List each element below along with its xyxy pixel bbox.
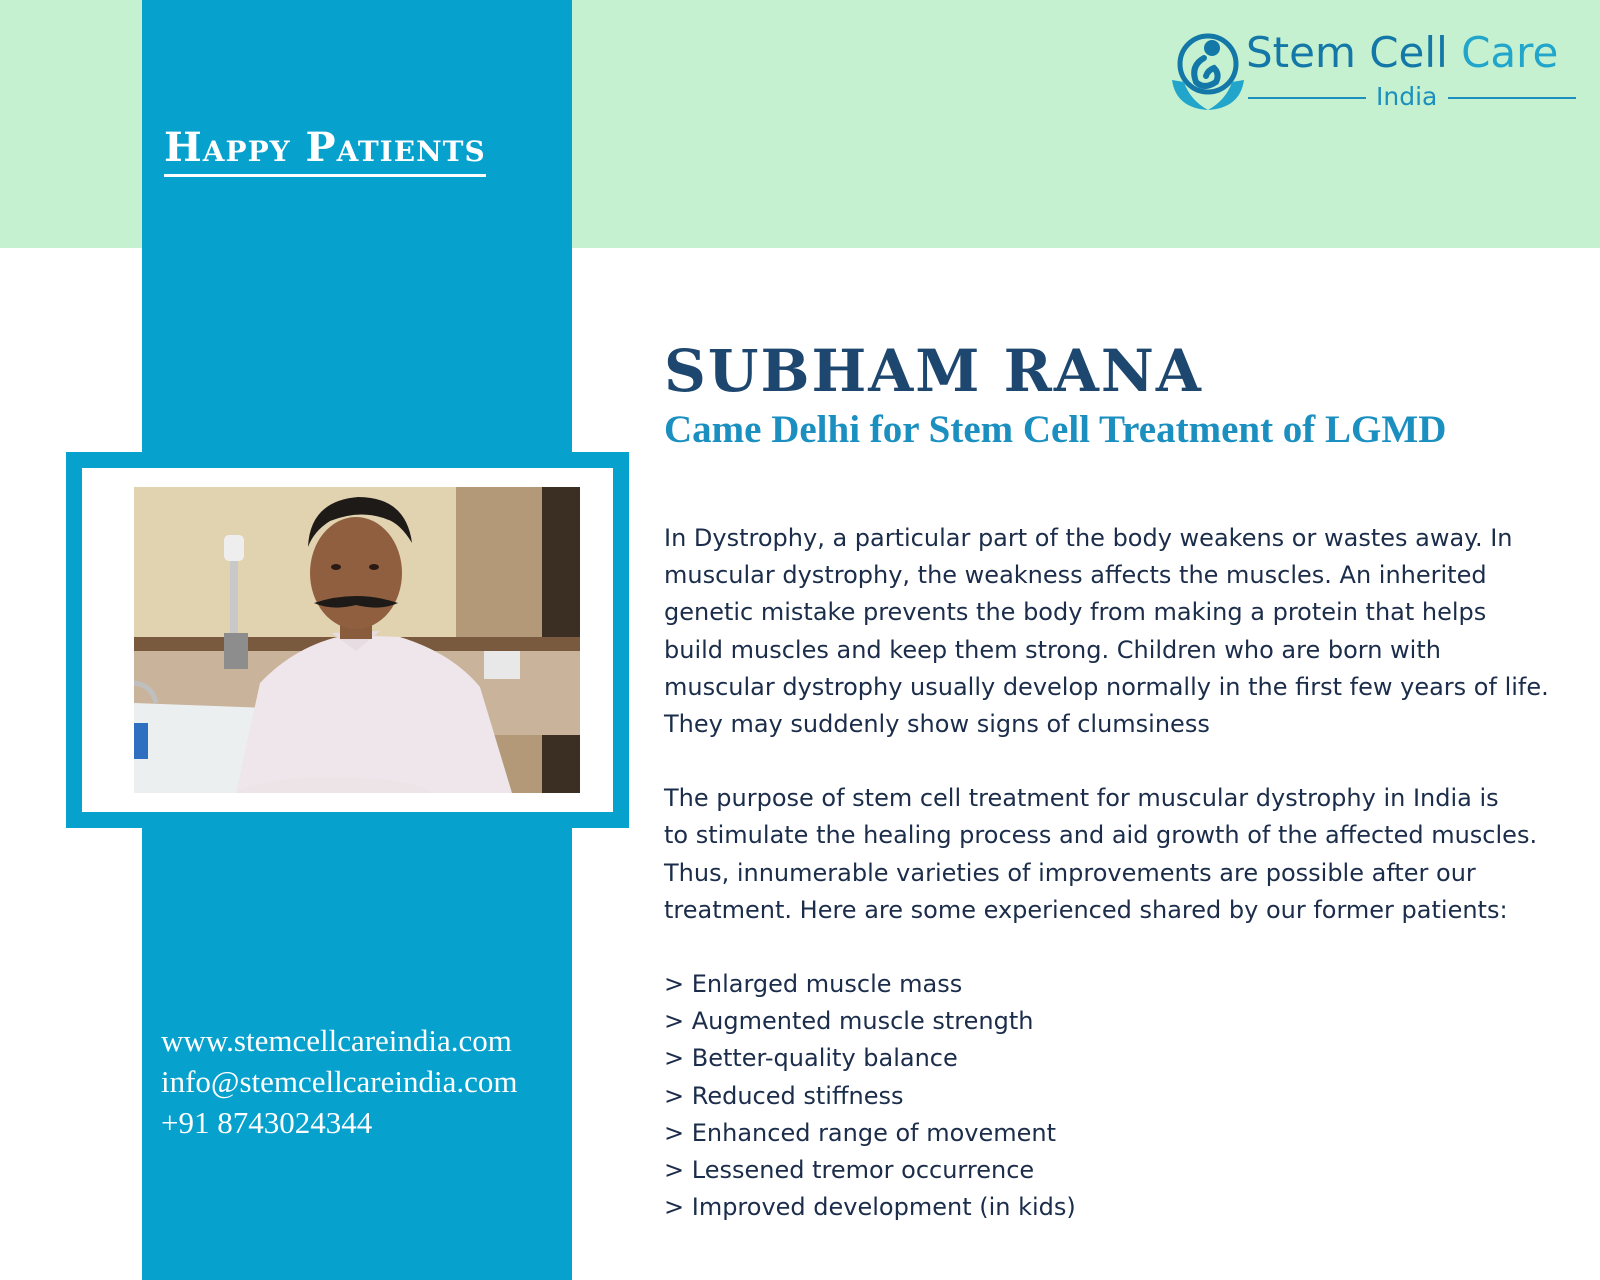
paragraph-treatment bbox=[664, 780, 1594, 929]
contact-block bbox=[161, 1020, 569, 1143]
website-link[interactable]: www.stemcellcareindia.com bbox=[161, 1023, 512, 1058]
text-line: muscular dystrophy usually develop normally in the first few years of life. bbox=[664, 672, 1549, 701]
benefits-list bbox=[664, 966, 1594, 1226]
list-item: > Augmented muscle strength bbox=[664, 1007, 1034, 1036]
fetus-in-hands-icon bbox=[1168, 28, 1246, 118]
logo-subtitle: India bbox=[1376, 82, 1438, 111]
section-heading: Happy Patients bbox=[164, 128, 486, 177]
logo-subtitle-row bbox=[1248, 84, 1576, 114]
text-line: build muscles and keep them strong. Children who are born with bbox=[664, 635, 1441, 664]
patient-subtitle: Came Delhi for Stem Cell Treatment of LGMD bbox=[664, 408, 1447, 451]
list-item: > Enlarged muscle mass bbox=[664, 970, 963, 999]
list-item: > Lessened tremor occurrence bbox=[664, 1156, 1035, 1185]
text-line: treatment. Here are some experienced shared by our former patients: bbox=[664, 895, 1508, 924]
text-line: muscular dystrophy, the weakness affects the muscles. An inherited bbox=[664, 561, 1487, 590]
article-body bbox=[664, 520, 1594, 1226]
logo-rule-left bbox=[1248, 97, 1366, 99]
list-item: > Enhanced range of movement bbox=[664, 1118, 1057, 1147]
phone-number[interactable]: +91 8743024344 bbox=[161, 1105, 373, 1140]
text-line: to stimulate the healing process and aid growth of the affected muscles. bbox=[664, 821, 1538, 850]
list-item: > Reduced stiffness bbox=[664, 1081, 904, 1110]
list-item: > Better-quality balance bbox=[664, 1044, 958, 1073]
logo-rule-right bbox=[1448, 97, 1576, 99]
text-line: In Dystrophy, a particular part of the body weakens or wastes away. In bbox=[664, 524, 1513, 552]
paragraph-dystrophy bbox=[664, 520, 1594, 743]
text-line: Thus, innumerable varieties of improvements are possible after our bbox=[664, 858, 1476, 887]
patient-photo-illustration bbox=[134, 487, 580, 793]
logo-title-main: Stem Cell bbox=[1246, 28, 1448, 77]
logo-title bbox=[1246, 28, 1559, 77]
text-line: genetic mistake prevents the body from making a protein that helps bbox=[664, 598, 1487, 627]
list-item: > Improved development (in kids) bbox=[664, 1193, 1076, 1222]
patient-photo bbox=[134, 487, 580, 793]
email-link[interactable]: info@stemcellcareindia.com bbox=[161, 1064, 518, 1099]
logo-title-accent: Care bbox=[1461, 28, 1559, 77]
patient-name: SUBHAM RANA bbox=[664, 337, 1203, 405]
brand-logo[interactable] bbox=[1168, 28, 1578, 118]
text-line: They may suddenly show signs of clumsiness bbox=[664, 710, 1210, 739]
text-line: The purpose of stem cell treatment for muscular dystrophy in India is bbox=[664, 784, 1499, 813]
